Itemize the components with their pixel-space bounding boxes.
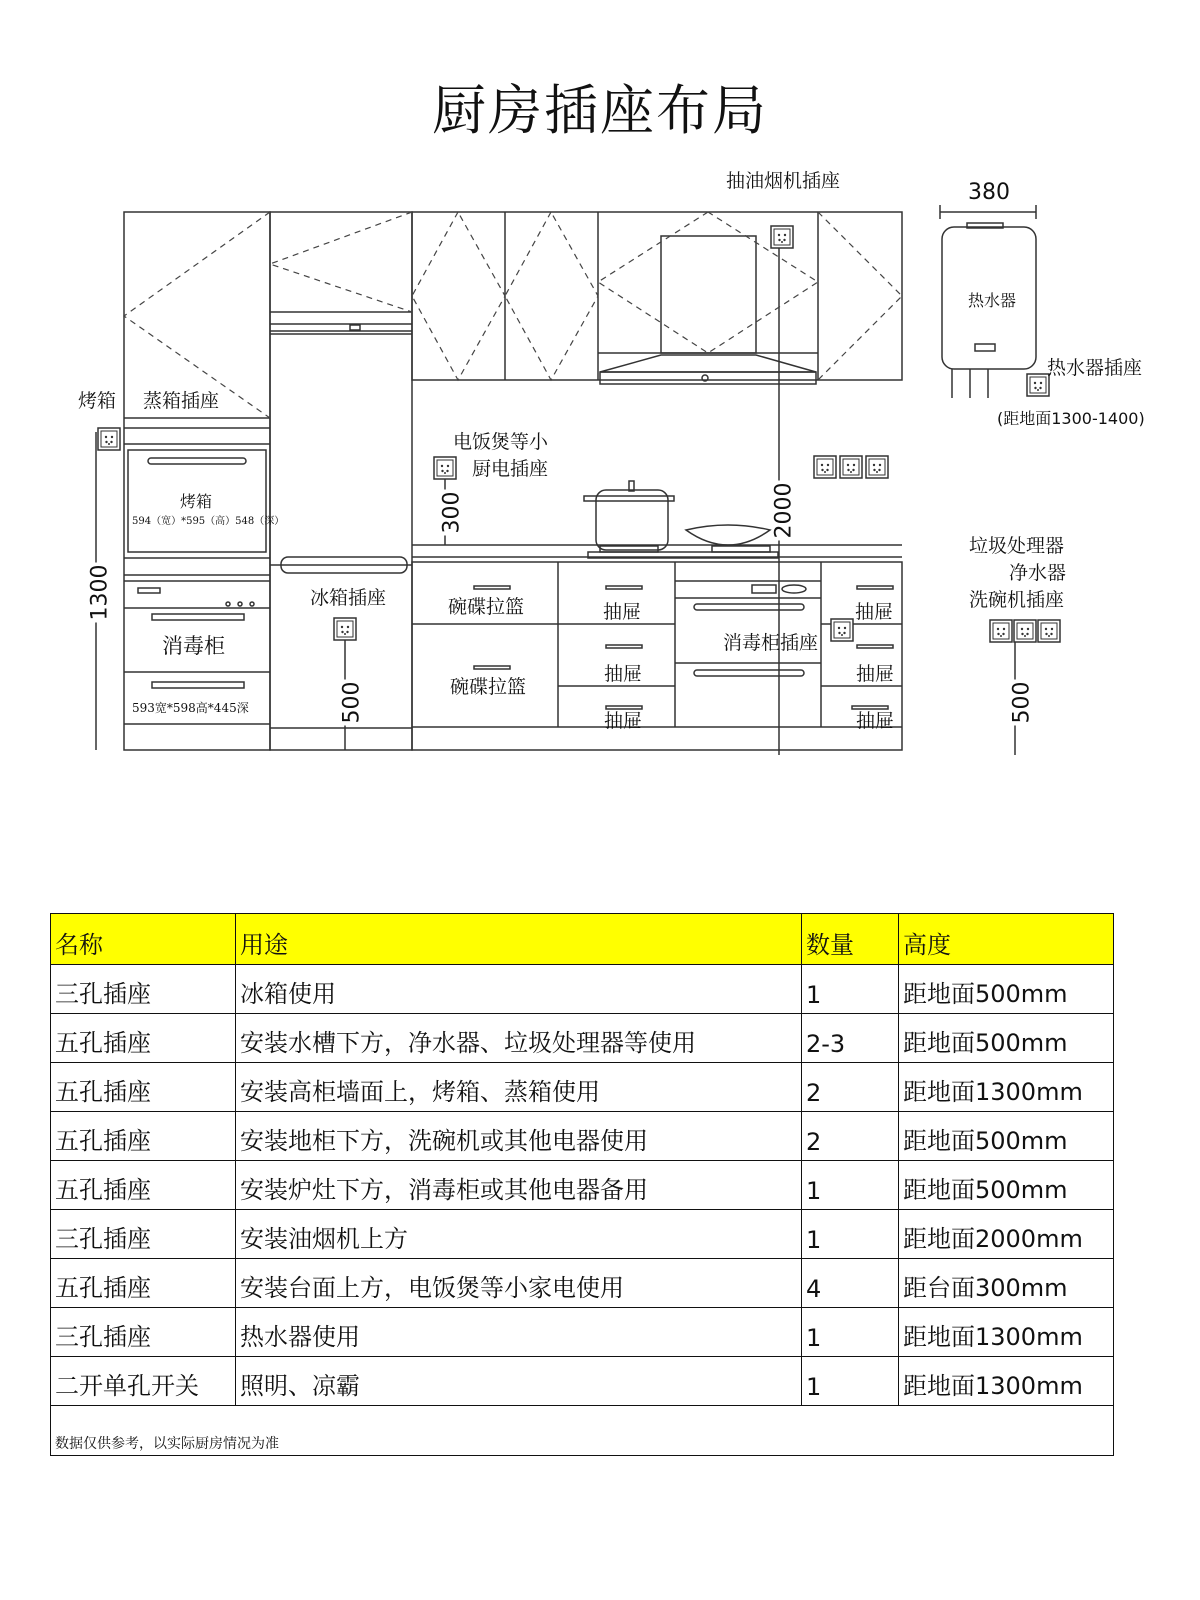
label-disinfection-socket: 消毒柜插座 — [723, 632, 819, 654]
label-drawer-4: 抽屉 — [855, 601, 894, 623]
socket-water-heater — [1027, 374, 1049, 396]
table-row — [51, 1210, 1114, 1259]
label-small-appliance-2: 厨电插座 — [472, 458, 549, 480]
socket-table — [50, 913, 1114, 1456]
cell-height: 距地面500mm — [899, 965, 1114, 1014]
dimension-counter-offset: 300 — [439, 491, 465, 534]
table-row — [51, 1112, 1114, 1161]
cell-use: 安装台面上方，电饭煲等小家电使用 — [236, 1259, 802, 1308]
cell-height: 距地面500mm — [899, 1014, 1114, 1063]
cell-use: 热水器使用 — [236, 1308, 802, 1357]
label-drawer-3: 抽屉 — [604, 710, 643, 732]
cell-qty: 1 — [802, 965, 899, 1014]
cell-qty: 1 — [802, 1357, 899, 1406]
label-water-heater: 热水器 — [968, 291, 1017, 310]
cell-height: 距地面500mm — [899, 1161, 1114, 1210]
table-row — [51, 1357, 1114, 1406]
cell-qty: 1 — [802, 1308, 899, 1357]
cell-use: 安装水槽下方，净水器、垃圾处理器等使用 — [236, 1014, 802, 1063]
table-row — [51, 1014, 1114, 1063]
label-disinfection-size: 593宽*598高*445深 — [132, 701, 249, 715]
cell-name: 五孔插座 — [51, 1112, 236, 1161]
header-use: 用途 — [236, 914, 802, 965]
socket-oven-steamer — [98, 428, 120, 450]
cell-height: 距地面1300mm — [899, 1357, 1114, 1406]
label-drawer-1: 抽屉 — [603, 601, 642, 623]
table-row — [51, 1308, 1114, 1357]
label-oven-size: 594（宽）*595（高）548（深） — [132, 516, 285, 527]
page-title: 厨房插座布局 — [432, 79, 768, 142]
label-sink-1: 垃圾处理器 — [969, 535, 1065, 557]
label-oven-socket: 烤箱 — [78, 390, 117, 412]
cell-qty: 2-3 — [802, 1014, 899, 1063]
cell-qty: 4 — [802, 1259, 899, 1308]
cell-name: 五孔插座 — [51, 1014, 236, 1063]
dimension-oven-height: 1300 — [87, 564, 113, 621]
label-drawer-6: 抽屉 — [856, 710, 895, 732]
cell-height: 距地面500mm — [899, 1112, 1114, 1161]
socket-range-hood — [771, 226, 793, 248]
cell-use: 冰箱使用 — [236, 965, 802, 1014]
header-height: 高度 — [899, 914, 1114, 965]
dimension-hood-height: 2000 — [771, 482, 797, 539]
label-small-appliance-1: 电饭煲等小 — [453, 431, 549, 453]
cell-name: 三孔插座 — [51, 965, 236, 1014]
cell-qty: 2 — [802, 1063, 899, 1112]
cell-use: 安装地柜下方，洗碗机或其他电器使用 — [236, 1112, 802, 1161]
table-row — [51, 965, 1114, 1014]
label-sink-3: 洗碗机插座 — [969, 589, 1065, 611]
label-oven: 烤箱 — [180, 492, 213, 511]
table-header-row — [51, 914, 1114, 965]
cell-height: 距台面300mm — [899, 1259, 1114, 1308]
cell-use: 安装油烟机上方 — [236, 1210, 802, 1259]
label-water-heater-socket: 热水器插座 — [1047, 357, 1143, 379]
label-basket-2: 碗碟拉篮 — [450, 676, 527, 698]
cell-name: 三孔插座 — [51, 1210, 236, 1259]
cell-height: 距地面1300mm — [899, 1308, 1114, 1357]
label-water-heater-height: (距地面1300-1400) — [997, 409, 1145, 428]
table-row — [51, 1161, 1114, 1210]
cell-use: 照明、凉霸 — [236, 1357, 802, 1406]
cell-qty: 2 — [802, 1112, 899, 1161]
table-row — [51, 1259, 1114, 1308]
socket-disinfection — [831, 619, 853, 641]
table-note-row — [51, 1406, 1114, 1456]
cell-name: 五孔插座 — [51, 1259, 236, 1308]
cell-use: 安装高柜墙面上，烤箱、蒸箱使用 — [236, 1063, 802, 1112]
label-range-hood-socket: 抽油烟机插座 — [726, 170, 841, 192]
cell-name: 二开单孔开关 — [51, 1357, 236, 1406]
cell-name: 五孔插座 — [51, 1063, 236, 1112]
label-drawer-2: 抽屉 — [604, 663, 643, 685]
label-disinfection-cabinet: 消毒柜 — [162, 634, 225, 658]
cell-height: 距地面1300mm — [899, 1063, 1114, 1112]
socket-fridge — [334, 618, 356, 640]
label-steamer-socket: 蒸箱插座 — [143, 390, 220, 412]
cell-qty: 1 — [802, 1210, 899, 1259]
dimension-sink-height: 500 — [1009, 681, 1035, 724]
label-sink-2: 净水器 — [1009, 562, 1067, 584]
cell-height: 距地面2000mm — [899, 1210, 1114, 1259]
header-qty: 数量 — [802, 914, 899, 965]
dimension-water-heater-width: 380 — [968, 180, 1010, 205]
dimension-fridge-height: 500 — [339, 681, 365, 724]
cell-name: 三孔插座 — [51, 1308, 236, 1357]
socket-small-appliance — [434, 457, 456, 479]
cell-qty: 1 — [802, 1161, 899, 1210]
table-note: 数据仅供参考，以实际厨房情况为准 — [51, 1406, 1114, 1456]
header-name: 名称 — [51, 914, 236, 965]
cell-name: 五孔插座 — [51, 1161, 236, 1210]
label-basket-1: 碗碟拉篮 — [448, 596, 525, 618]
label-drawer-5: 抽屉 — [856, 663, 895, 685]
label-fridge-socket: 冰箱插座 — [310, 587, 387, 609]
table-row — [51, 1063, 1114, 1112]
cell-use: 安装炉灶下方，消毒柜或其他电器备用 — [236, 1161, 802, 1210]
